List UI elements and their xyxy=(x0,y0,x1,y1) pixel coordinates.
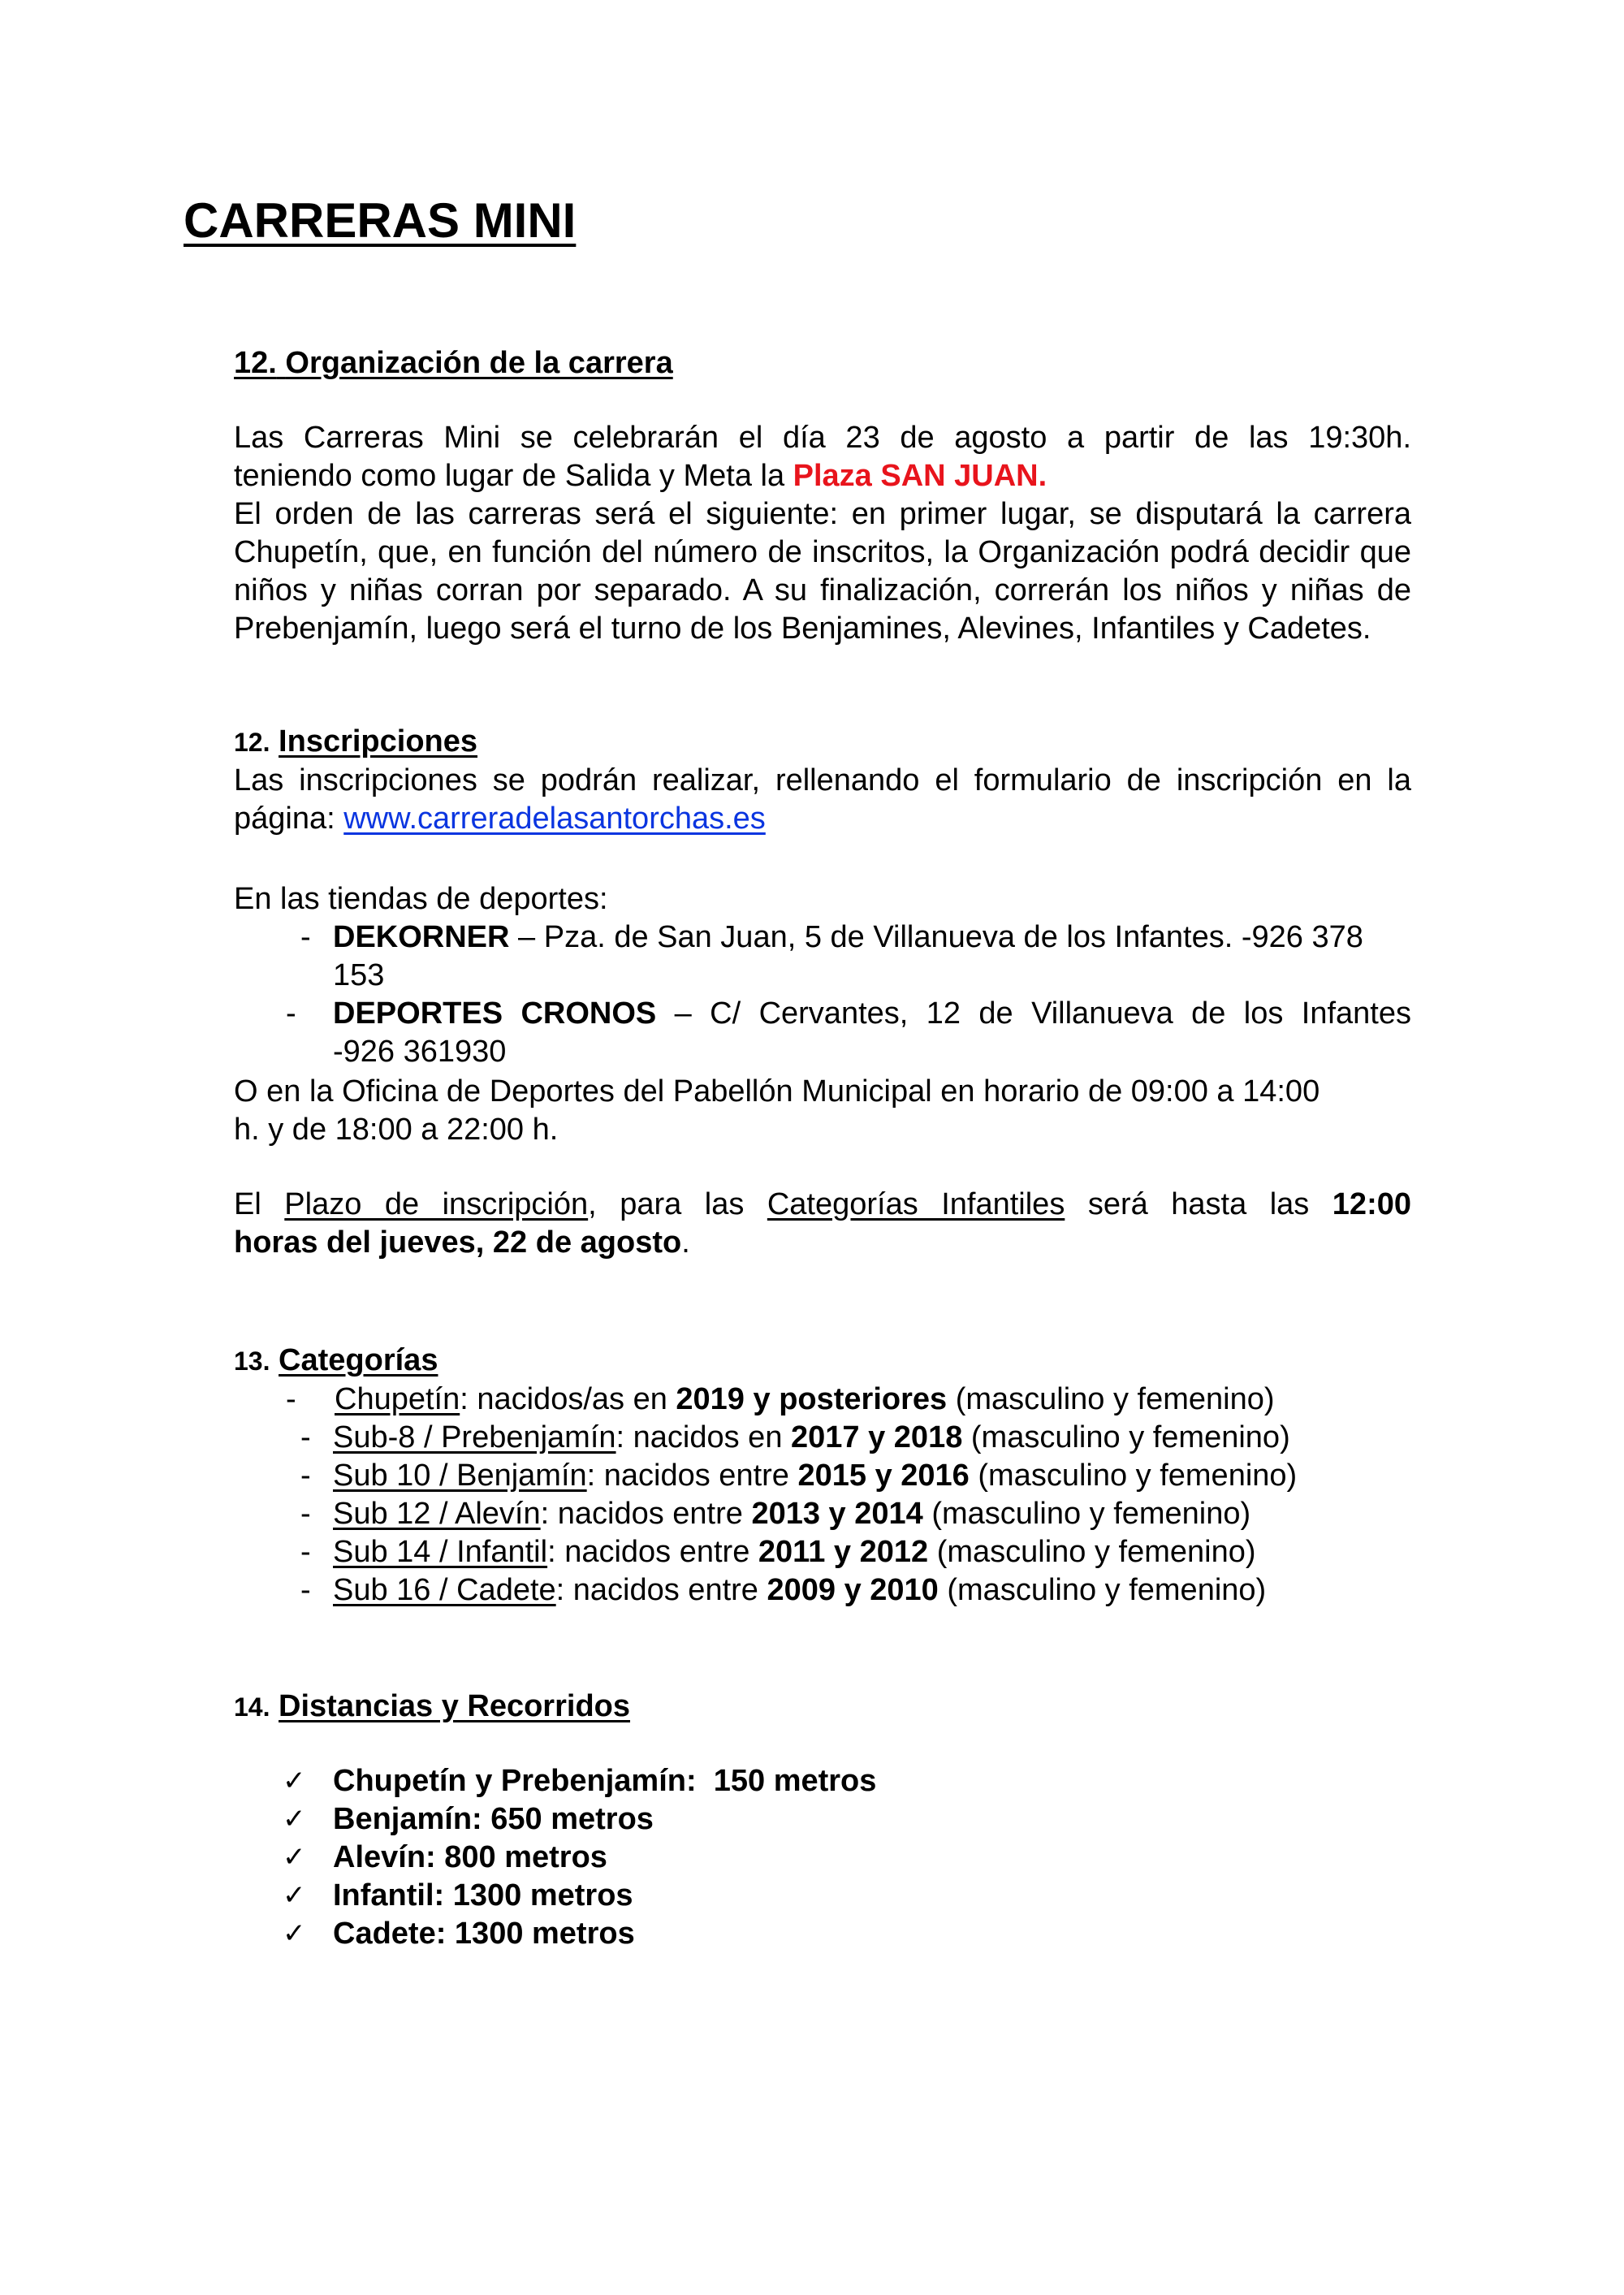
store-name: DEPORTES CRONOS xyxy=(333,996,657,1031)
section-number: 12. xyxy=(234,346,277,380)
section-heading xyxy=(234,344,1411,382)
oficina-paragraph xyxy=(234,1073,1411,1149)
category-name: Sub-8 / Prebenjamín xyxy=(333,1420,616,1454)
category-years: 2011 y 2012 xyxy=(758,1535,929,1569)
dash-bullet: - xyxy=(286,1382,296,1416)
dash-bullet: - xyxy=(300,1497,311,1531)
distancias-list xyxy=(283,1762,1460,1953)
dash-bullet: - xyxy=(300,920,311,954)
store-phone: -926 361930 xyxy=(333,1035,507,1069)
section-categorias xyxy=(234,1342,1411,1610)
organizacion-line-1: Las Carreras Mini se celebrarán el día 23 de agosto a partir de las 19:30h. xyxy=(234,421,1411,455)
list-item: - Sub 16 / Cadete: nacidos entre 2009 y 2010 (masculino y femenino) xyxy=(234,1571,1411,1610)
plazo-fecha: horas del jueves, 22 de agosto xyxy=(234,1225,682,1260)
check-icon: ✓ xyxy=(283,1803,306,1835)
organizacion-line-2: teniendo como lugar de Salida y Meta la Plaza SAN JUAN. xyxy=(234,459,1047,493)
category-years: 2013 y 2014 xyxy=(751,1497,923,1531)
dash-bullet: - xyxy=(286,996,296,1031)
organizacion-paragraph-1 xyxy=(234,419,1411,648)
store-detail: – C/ Cervantes, 12 de Villanueva de los Infantes xyxy=(656,996,1411,1031)
dash-bullet: - xyxy=(300,1573,311,1607)
section-number: 13. xyxy=(234,1346,270,1376)
categorias-underlined: Categorías Infantiles xyxy=(767,1187,1065,1221)
list-item xyxy=(234,918,1411,995)
category-years: 2015 y 2016 xyxy=(797,1459,970,1493)
plazo-paragraph xyxy=(234,1186,1411,1262)
plazo-hora: 12:00 xyxy=(1332,1187,1411,1221)
list-item: ✓ Cadete: 1300 metros xyxy=(283,1915,1460,1953)
list-item: ✓ Benjamín: 650 metros xyxy=(283,1800,1460,1839)
section-heading-text: Categorías xyxy=(279,1343,438,1377)
section-heading-text: 12. Organización de la carrera xyxy=(234,346,673,380)
category-name: Sub 12 / Alevín xyxy=(333,1497,541,1531)
highlight-plaza: Plaza SAN JUAN. xyxy=(793,459,1047,493)
section-heading xyxy=(234,723,1411,762)
category-years: 2009 y 2010 xyxy=(767,1573,939,1607)
section-heading xyxy=(234,1688,1411,1727)
plazo-line-1: El Plazo de inscripción, para las Categorías Infantiles será hasta las 12:00 xyxy=(234,1187,1411,1221)
section-number: 12. xyxy=(234,728,270,757)
section-heading-text: Distancias y Recorridos xyxy=(279,1689,631,1723)
categorias-list xyxy=(234,1381,1411,1610)
store-line-1 xyxy=(333,995,1411,1033)
dash-bullet: - xyxy=(300,1535,311,1569)
oficina-line-2: h. y de 18:00 a 22:00 h. xyxy=(234,1113,559,1147)
check-icon: ✓ xyxy=(283,1841,306,1874)
tiendas-list xyxy=(234,918,1411,1071)
inscripciones-line-1: Las inscripciones se podrán realizar, rellenando el formulario de inscripción en la xyxy=(234,763,1411,797)
category-name: Chupetín xyxy=(335,1382,460,1416)
list-item: - Chupetín: nacidos/as en 2019 y posteriores (masculino y femenino) xyxy=(234,1381,1411,1419)
store-name: DEKORNER xyxy=(333,920,510,954)
inscripciones-line-2: página: www.carreradelasantorchas.es xyxy=(234,802,766,836)
section-number: 14. xyxy=(234,1692,270,1722)
category-years: 2019 y posteriores xyxy=(676,1382,948,1416)
section-heading-text: Inscripciones xyxy=(279,724,478,759)
list-item xyxy=(234,995,1411,1071)
dash-bullet: - xyxy=(300,1459,311,1493)
section-heading xyxy=(234,1342,1411,1381)
distancias-list-wrap xyxy=(283,1762,1460,1953)
tiendas-intro: En las tiendas de deportes: xyxy=(234,882,608,916)
store-detail: – Pza. de San Juan, 5 de Villanueva de los Infantes. -926 378 153 xyxy=(333,920,1363,992)
list-item: - Sub 10 / Benjamín: nacidos entre 2015 y 2016 (masculino y femenino) xyxy=(234,1457,1411,1495)
category-name: Sub 10 / Benjamín xyxy=(333,1459,587,1493)
list-item: ✓ Chupetín y Prebenjamín: 150 metros xyxy=(283,1762,1460,1800)
category-name: Sub 16 / Cadete xyxy=(333,1573,556,1607)
dash-bullet: - xyxy=(300,1420,311,1454)
list-item: ✓ Infantil: 1300 metros xyxy=(283,1877,1460,1915)
list-item: ✓ Alevín: 800 metros xyxy=(283,1839,1460,1877)
tiendas-block xyxy=(234,880,1411,1071)
category-name: Sub 14 / Infantil xyxy=(333,1535,548,1569)
section-distancias xyxy=(234,1688,1411,1727)
list-item: - Sub 12 / Alevín: nacidos entre 2013 y 2014 (masculino y femenino) xyxy=(234,1495,1411,1533)
section-inscripciones xyxy=(234,723,1411,838)
category-years: 2017 y 2018 xyxy=(791,1420,963,1454)
list-item: - Sub-8 / Prebenjamín: nacidos en 2017 y 2018 (masculino y femenino) xyxy=(234,1419,1411,1457)
check-icon: ✓ xyxy=(283,1879,306,1912)
section-organizacion xyxy=(234,344,1411,382)
plazo-underlined: Plazo de inscripción xyxy=(284,1187,589,1221)
website-link[interactable]: www.carreradelasantorchas.es xyxy=(343,802,766,836)
plazo-line-2: horas del jueves, 22 de agosto. xyxy=(234,1225,690,1260)
oficina-line-1: O en la Oficina de Deportes del Pabellón Municipal en horario de 09:00 a 14:00 xyxy=(234,1074,1320,1109)
organizacion-paragraph-2: El orden de las carreras será el siguiente: en primer lugar, se disputará la carrera Chupetín, que, en función del número de inscritos, la Organización podrá decidir que niños y niñas corran por separado. A su finalización, correrán los niños y niñas de Prebenjamín, luego será el turno de los Benjamines, Alevines, Infantiles y Cadetes. xyxy=(234,497,1411,646)
check-icon: ✓ xyxy=(283,1765,306,1797)
list-item: - Sub 14 / Infantil: nacidos entre 2011 y 2012 (masculino y femenino) xyxy=(234,1533,1411,1571)
check-icon: ✓ xyxy=(283,1917,306,1950)
page-title: CARRERAS MINI xyxy=(184,193,577,248)
